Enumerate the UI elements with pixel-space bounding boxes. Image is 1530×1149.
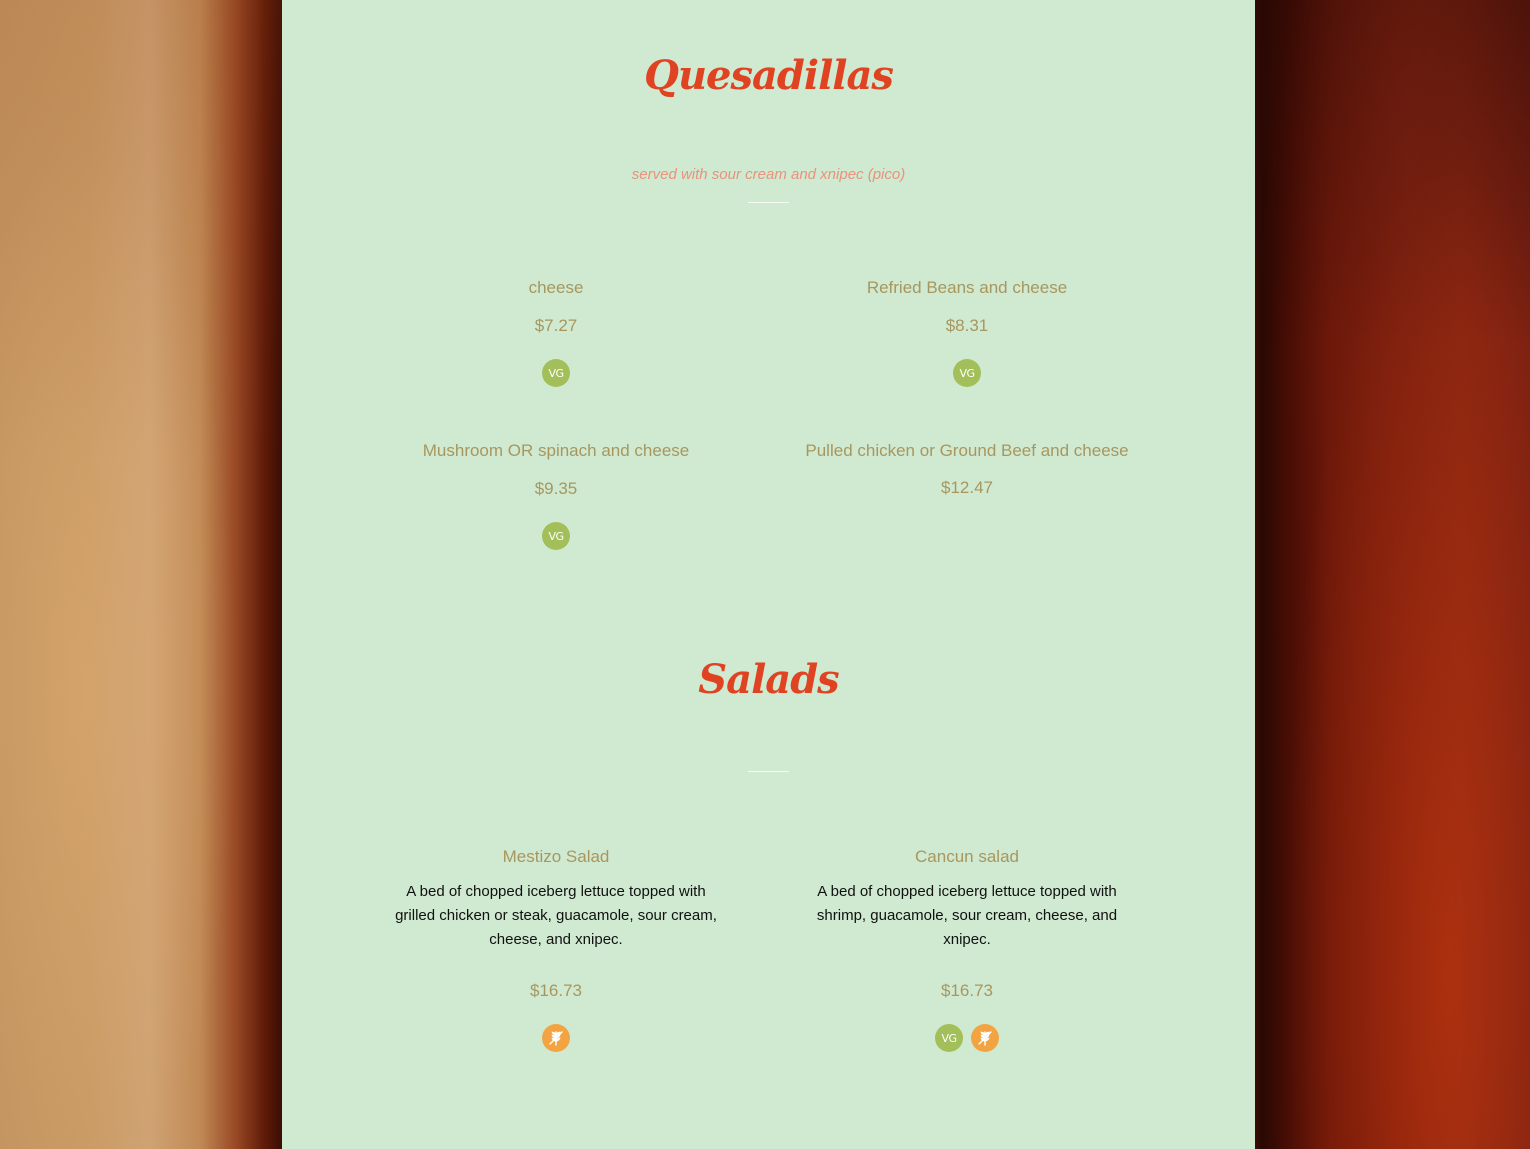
item-description: A bed of chopped iceberg lettuce topped with grilled chicken or steak, guacamole, sour cream, cheese, and xnipec. — [395, 883, 717, 948]
menu-item-cheese — [391, 275, 721, 387]
vegetarian-badge: VG — [953, 359, 981, 387]
item-description: A bed of chopped iceberg lettuce topped with shrimp, guacamole, sour cream, cheese, and xnipec. — [816, 883, 1118, 948]
item-name: Cancun salad — [915, 847, 1019, 866]
item-price: $12.47 — [941, 478, 993, 497]
item-price: $16.73 — [941, 981, 993, 1000]
gluten-free-icon — [542, 1024, 570, 1052]
menu-item-mestizo-salad — [391, 844, 721, 1052]
background-left-shade — [0, 0, 282, 1149]
section-divider — [748, 771, 789, 772]
item-name: Mushroom OR spinach and cheese — [422, 441, 690, 460]
section-title-salads: Salads — [698, 656, 839, 703]
background-right-glow — [1255, 0, 1530, 1149]
item-badges — [802, 1024, 1132, 1052]
item-price: $9.35 — [534, 479, 578, 498]
menu-item-refried-beans — [802, 275, 1132, 387]
menu-item-mushroom-spinach — [391, 438, 721, 550]
section-divider — [748, 202, 789, 203]
item-name: Pulled chicken or Ground Beef and cheese — [805, 441, 1129, 460]
item-badges — [802, 359, 1132, 387]
item-name: Refried Beans and cheese — [866, 278, 1068, 297]
item-badges — [391, 522, 721, 550]
gluten-free-icon — [971, 1024, 999, 1052]
vegetarian-badge: VG — [542, 522, 570, 550]
menu-item-cancun-salad — [802, 844, 1132, 1052]
menu-panel — [282, 0, 1255, 1149]
item-price: $16.73 — [530, 981, 582, 1000]
vegetarian-badge: VG — [935, 1024, 963, 1052]
vegetarian-badge: VG — [542, 359, 570, 387]
item-name: cheese — [528, 278, 584, 297]
section-subtitle-quesadillas: served with sour cream and xnipec (pico) — [631, 166, 906, 183]
item-price: $8.31 — [945, 316, 989, 335]
item-name: Mestizo Salad — [502, 847, 610, 866]
section-title-quesadillas: Quesadillas — [644, 52, 893, 99]
item-badges — [391, 1024, 721, 1052]
item-price: $7.27 — [534, 316, 578, 335]
item-badges — [391, 359, 721, 387]
menu-item-pulled-chicken — [802, 438, 1132, 501]
